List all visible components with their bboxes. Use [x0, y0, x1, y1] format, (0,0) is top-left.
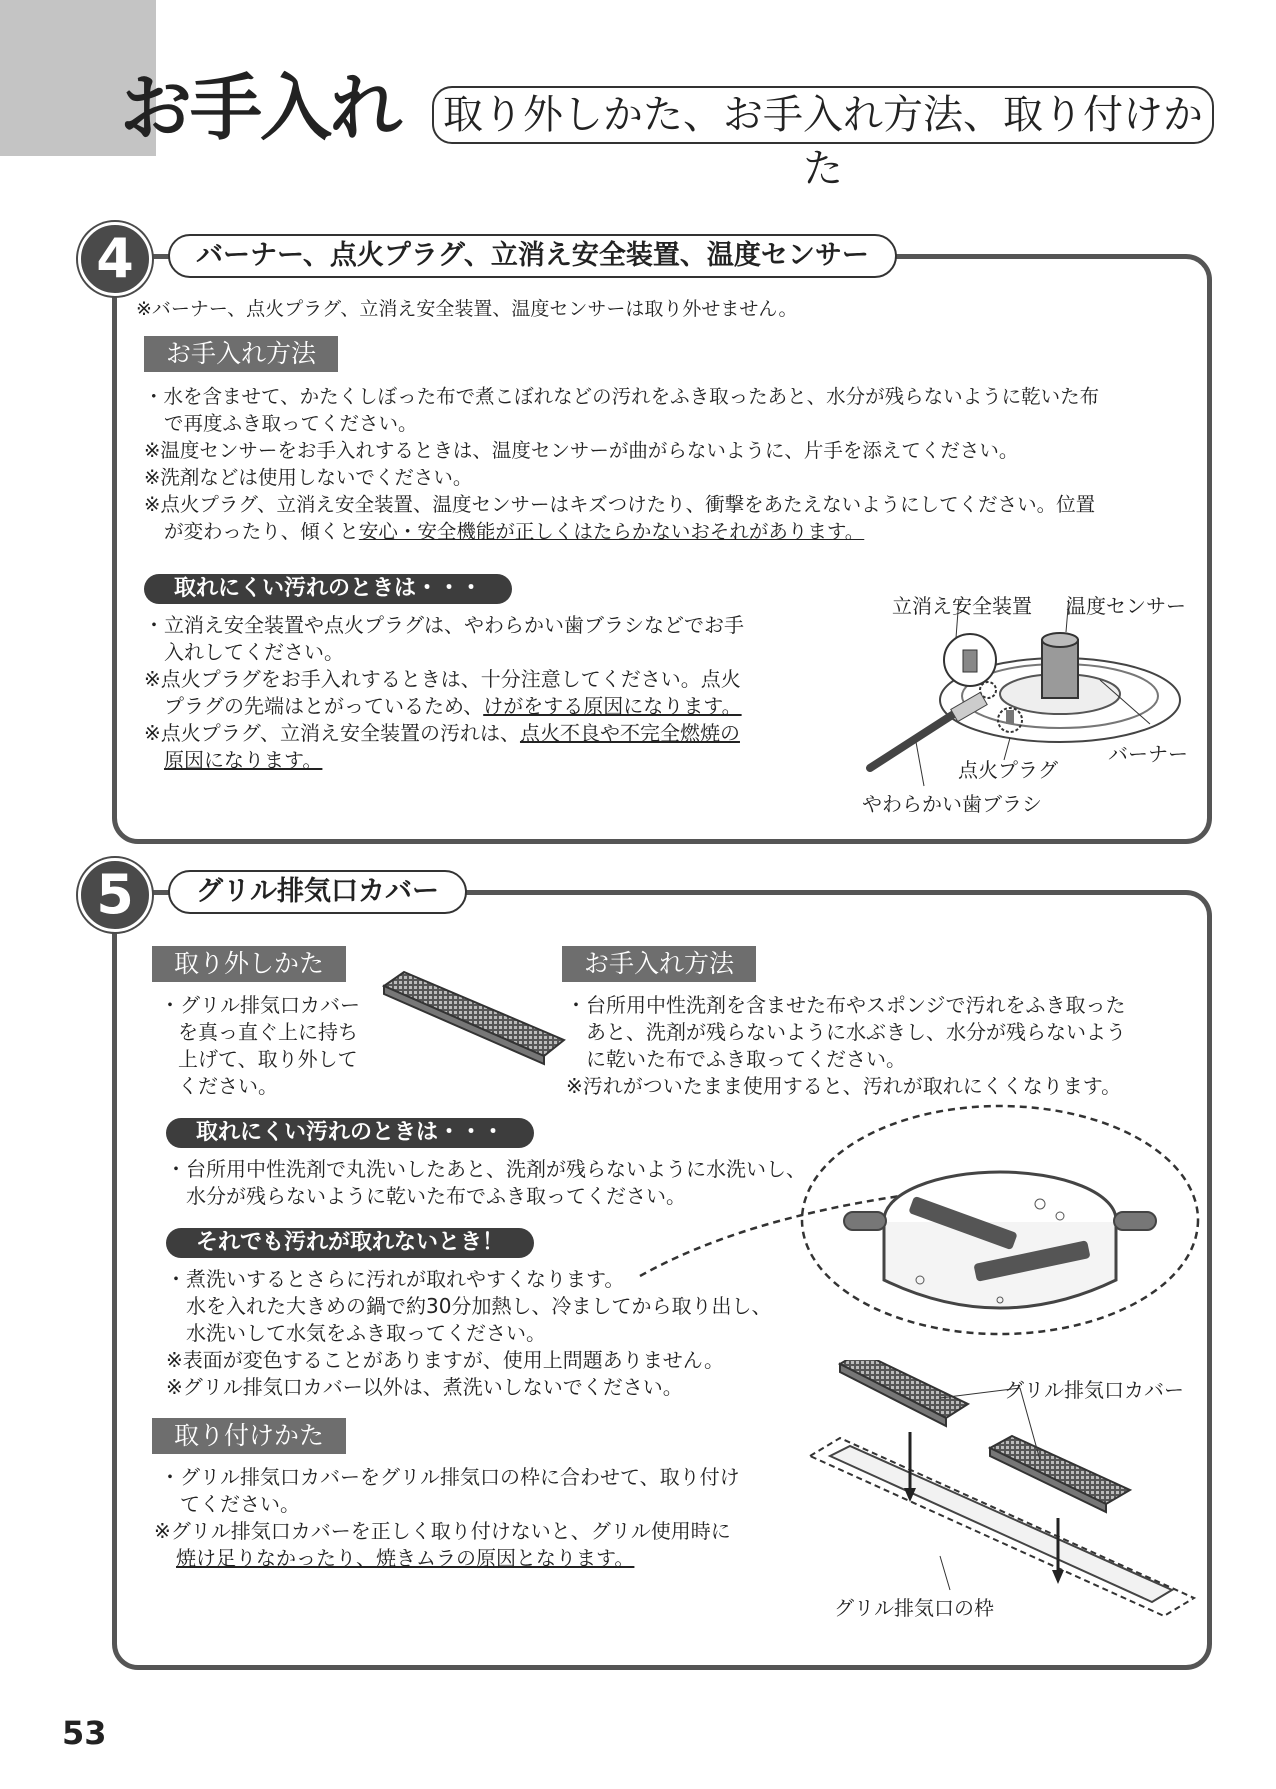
- still-line: ※グリル排気口カバー以外は、煮洗いしないでください。: [166, 1375, 683, 1399]
- care-line: ※汚れがついたまま使用すると、汚れが取れにくくなります。: [566, 1074, 1122, 1098]
- section-5-attach-text: [154, 1464, 740, 1572]
- attach-line: ・グリル排気口カバーをグリル排気口の枠に合わせて、取り付け: [160, 1465, 740, 1489]
- label-temp-sensor: 温度センサー: [1066, 594, 1186, 618]
- page-title: お手入れ: [120, 66, 401, 150]
- hard-line-text: ※点火プラグ、立消え安全装置の汚れは、: [144, 721, 520, 745]
- care-line: ※温度センサーをお手入れするときは、温度センサーが曲がらないように、片手を添えてください。: [144, 439, 1019, 462]
- vent-cover-illustration: [378, 960, 568, 1070]
- section-5-title: グリル排気口カバー: [168, 870, 467, 914]
- attach-line: てください。: [180, 1492, 300, 1516]
- remove-line: を真っ直ぐ上に持ち: [178, 1020, 358, 1044]
- section-5-still-dirty-label: それでも汚れが取れないとき！: [166, 1228, 534, 1258]
- attach-line: ※グリル排気口カバーを正しく取り付けないと、グリル使用時に: [154, 1519, 731, 1543]
- care-line-text: が変わったり、傾くと: [164, 520, 359, 543]
- section-5-number: 5: [78, 858, 152, 932]
- section-4-hard-dirt-text: [144, 612, 804, 774]
- label-safety-device: 立消え安全装置: [892, 594, 1032, 618]
- care-line: あと、洗剤が残らないように水ぶきし、水分が残らないよう: [586, 1020, 1126, 1044]
- page-subtitle: 取り外しかた、お手入れ方法、取り付けかた: [432, 86, 1214, 144]
- section-4-care-label: お手入れ方法: [144, 336, 338, 372]
- attach-line: 焼け足りなかったり、焼きムラの原因となります。: [176, 1546, 635, 1570]
- label-ignition-plug: 点火プラグ: [958, 758, 1058, 782]
- still-line: 水洗いして水気をふき取ってください。: [186, 1321, 546, 1345]
- section-5-care-label: お手入れ方法: [562, 946, 756, 982]
- hard-line: ・台所用中性洗剤で丸洗いしたあと、洗剤が残らないように水洗いし、: [166, 1157, 806, 1181]
- care-line: [144, 518, 1204, 545]
- hard-line-underline: けがをする原因になります。: [483, 694, 742, 718]
- remove-line: ・グリル排気口カバー: [160, 993, 360, 1017]
- section-4-title: バーナー、点火プラグ、立消え安全装置、温度センサー: [168, 234, 897, 278]
- care-line: ※洗剤などは使用しないでください。: [144, 466, 473, 489]
- section-4-number: 4: [78, 222, 152, 296]
- section-4-note: ※バーナー、点火プラグ、立消え安全装置、温度センサーは取り外せません。: [136, 298, 798, 320]
- boiling-pot-illustration: [620, 1100, 1200, 1340]
- section-5-hard-dirt-label: 取れにくい汚れのときは・・・: [166, 1118, 534, 1148]
- remove-line: ください。: [178, 1074, 278, 1098]
- section-4-hard-dirt-label: 取れにくい汚れのときは・・・: [144, 574, 512, 604]
- label-grill-vent-frame: グリル排気口の枠: [834, 1596, 994, 1620]
- remove-line: 上げて、取り外して: [178, 1047, 358, 1071]
- section-5-attach-label: 取り付けかた: [152, 1418, 346, 1454]
- section-4-care-text: [144, 383, 1204, 545]
- hard-line: 水分が残らないように乾いた布でふき取ってください。: [186, 1184, 686, 1208]
- hard-line-text: プラグの先端はとがっているため、: [164, 694, 484, 718]
- care-line-underline: 安心・安全機能が正しくはたらかないおそれがあります。: [358, 520, 865, 543]
- care-line: で再度ふき取ってください。: [164, 412, 418, 435]
- still-line: ※表面が変色することがありますが、使用上問題ありません。: [166, 1348, 724, 1372]
- hard-line: [144, 693, 804, 720]
- hard-line: [144, 720, 804, 747]
- hard-line: ※点火プラグをお手入れするときは、十分注意してください。点火: [144, 667, 741, 691]
- hard-line: 原因になります。: [164, 748, 323, 772]
- still-line: 水を入れた大きめの鍋で約30分加熱し、冷ましてから取り出し、: [186, 1294, 772, 1318]
- page-number: 53: [62, 1714, 107, 1752]
- label-grill-vent-cover: グリル排気口カバー: [1004, 1378, 1184, 1402]
- care-line: ・水を含ませて、かたくしぼった布で煮こぼれなどの汚れをふき取ったあと、水分が残らないように乾いた布: [144, 385, 1100, 408]
- section-5-remove-label: 取り外しかた: [152, 946, 346, 982]
- care-line: ※点火プラグ、立消え安全装置、温度センサーはキズつけたり、衝撃をあたえないようにしてください。位置: [144, 493, 1096, 516]
- hard-line: ・立消え安全装置や点火プラグは、やわらかい歯ブラシなどでお手: [144, 613, 744, 637]
- section-5-care-text: [566, 992, 1126, 1100]
- label-burner: バーナー: [1108, 742, 1188, 766]
- hard-line: 入れしてください。: [164, 640, 344, 664]
- section-5-remove-text: [160, 992, 360, 1100]
- care-line: に乾いた布でふき取ってください。: [586, 1047, 906, 1071]
- still-line: ・煮洗いするとさらに汚れが取れやすくなります。: [166, 1267, 625, 1291]
- care-line: ・台所用中性洗剤を含ませた布やスポンジで汚れをふき取った: [566, 993, 1126, 1017]
- label-soft-toothbrush: やわらかい歯ブラシ: [862, 792, 1042, 816]
- hard-line-underline: 点火不良や不完全燃焼の: [519, 721, 740, 745]
